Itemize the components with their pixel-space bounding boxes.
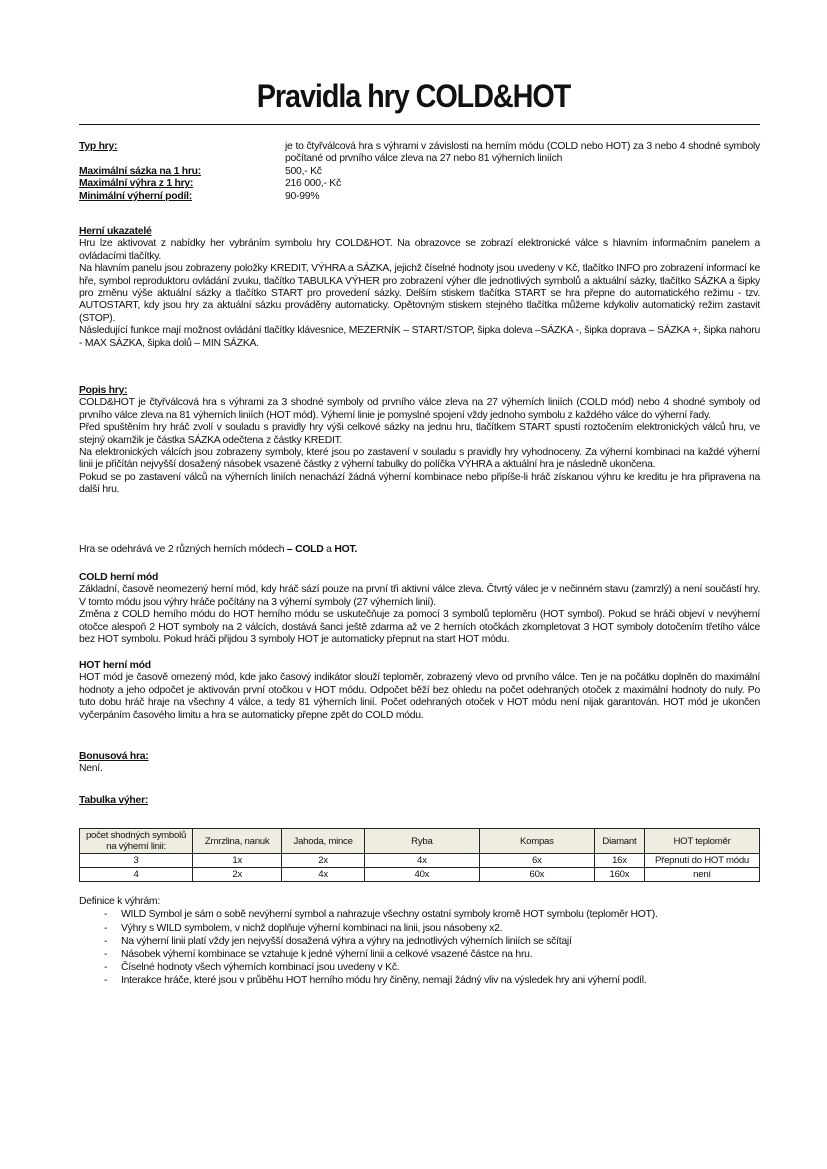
info-row [79, 141, 760, 166]
bullet: - [104, 922, 108, 934]
table-header-cell: Ryba [364, 829, 479, 854]
table-cell: 3 [80, 854, 193, 868]
table-cell: 160x [594, 868, 644, 882]
table-cell: 2x [282, 854, 364, 868]
section-definitions [79, 896, 760, 987]
info-row [79, 191, 760, 203]
table-header-row [80, 829, 760, 854]
paragraph: Není. [79, 763, 103, 775]
table-header-cell: HOT teploměr [645, 829, 760, 854]
paragraph: HOT mód je časově omezený mód, kde jako časový indikátor slouží teploměr, zobrazený vlevo od prvního válce. Ten je na počátku doplněn do maximální hodnoty a jeho odpočet je aktivován první otočkou v HOT módu. Odpočet běží bez ohledu na počet odehraných otoček z maximální hodnoty do nuly. Po tuto dobu hráč hraje na všechny 4 válce, a tedy 81 výherních linií. Počet odehraných otoček v HOT módu není nijak garantován. HOT mód je ukončen vyčerpáním časového limitu a hra se automaticky přepne zpět do COLD módu. [79, 672, 760, 721]
paragraph: Pokud se po zastavení válců na výherních liniích nenachází žádná výherní kombinace nebo připíše-li hráč získanou výhru ke kreditu je hra připravena na další hru. [79, 471, 760, 496]
table-cell: 2x [193, 868, 282, 882]
modes-intro-text: Hra se odehrává ve 2 různých herních módech [79, 544, 285, 555]
section-bonus [79, 751, 760, 776]
table-header-cell: Diamant [594, 829, 644, 854]
title-rule [79, 124, 760, 125]
list-item-text: Na výherní linii platí vždy jen nejvyšší dosažená výhra a výhry na jednotlivých výherních liniích se sčítají [121, 935, 572, 947]
table-cell: 16x [594, 854, 644, 868]
list-item-text: Interakce hráče, které jsou v průběhu HOT herního módu hry činěny, nemají žádný vliv na výsledek hry ani výherní podíl. [121, 974, 647, 986]
table-cell: 4x [364, 854, 479, 868]
bullet: - [104, 961, 108, 973]
table-cell: Přepnutí do HOT módu [645, 854, 760, 868]
list-item [79, 908, 760, 921]
definitions-list [79, 908, 760, 987]
info-block [79, 141, 760, 203]
section-heading: Herní ukazatelé [79, 226, 152, 237]
table-cell: 4 [80, 868, 193, 882]
section-heading: Tabulka výher: [79, 795, 149, 806]
section-ukazatele [79, 226, 760, 350]
section-popis [79, 385, 760, 497]
info-value: je to čtyřválcová hra s výhrami v závislosti na herním módu (COLD nebo HOT) za 3 nebo 4 shodné symboly počítané od prvního válce zleva na 27 nebo 81 výherních liniích [285, 141, 760, 165]
table-header-cell: počet shodných symbolů na výherní linii: [80, 829, 193, 854]
info-label: Minimální výherní podíl: [79, 190, 192, 202]
table-cell: 6x [479, 854, 594, 868]
info-label: Maximální sázka na 1 hru: [79, 165, 201, 177]
modes-intro [79, 544, 760, 556]
definitions-heading: Definice k výhrám: [79, 896, 160, 907]
bullet: - [104, 909, 108, 921]
payout-table [79, 828, 760, 882]
bullet: - [104, 974, 108, 986]
table-header-cell: Jahoda, mince [282, 829, 364, 854]
info-value: 500,- Kč [285, 165, 322, 177]
table-cell: 60x [479, 868, 594, 882]
table-row [80, 868, 760, 882]
section-hot [79, 660, 760, 722]
section-cold [79, 572, 760, 646]
list-item [79, 922, 760, 935]
paragraph: Na elektronických válcích jsou zobrazeny symboly, které jsou po zastavení v souladu s pravidly hry vyhodnoceny. Za výherní kombinaci na každé výherní linii je přičítán nejvyšší dosažený násobek vsazené částky z výherní tabulky do políčka VÝHRA a aktuální hra je následně ukončena. [79, 447, 760, 471]
list-item [79, 961, 760, 974]
table-cell: není [645, 868, 760, 882]
cold-label: COLD [295, 544, 324, 555]
table-header-cell: Zmrzlina, nanuk [193, 829, 282, 854]
section-table-heading [79, 795, 760, 807]
bullet: - [104, 935, 108, 947]
table-header-cell: Kompas [479, 829, 594, 854]
table-row [80, 854, 760, 868]
info-row [79, 166, 760, 178]
payout-table-wrap [79, 828, 760, 882]
list-item [79, 948, 760, 961]
list-item [79, 974, 760, 987]
info-value: 216 000,- Kč [285, 178, 341, 190]
page-title: Pravidla hry COLD&HOT [256, 78, 571, 114]
section-heading: Popis hry: [79, 385, 128, 396]
paragraph: Před spuštěním hry hráč zvolí v souladu s pravidly hry výši celkové sázky na jednu hru, tlačítkem START spustí roztočením elektronických válců hru, ve stejný okamžik je částka SÁZKA odečtena z částky KREDIT. [79, 422, 760, 446]
dash: – [284, 544, 296, 555]
paragraph: COLD&HOT je čtyřválcová hra s výhrami za 3 shodné symboly od prvního válce zleva na 27 výherních liniích (COLD mód) nebo 4 shodné symboly od prvního válce zleva na 81 výherních liniích (HOT mód). Výherní linie je pomyslné spojení vždy jednoho symbolu z každého válce do výherní řady. [79, 397, 760, 421]
and-text: a [323, 544, 335, 555]
list-item-text: WILD Symbol je sám o sobě nevýherní symbol a nahrazuje všechny ostatní symboly kromě HOT symbolu (teploměr HOT). [121, 909, 658, 921]
table-cell: 4x [282, 868, 364, 882]
paragraph: Na hlavním panelu jsou zobrazeny položky KREDIT, VÝHRA a SÁZKA, jejichž číselné hodnoty jsou uvedeny v Kč, tlačítko INFO pro zobrazení informací ke hře, symbol reproduktoru ovládání zvuku, tlačítko TABULKA VÝHER pro zobrazení výher dle jednotlivých symbolů a aktuální sázky, tlačítko SÁZKA a šipky pro změnu výše aktuální sázky a tlačítko START pro provedení sázky. Delším stiskem tlačítka START se hra přepne do automatického režimu - tzv. AUTOSTART, kdy jsou hry za aktuální sázku prováděny automaticky. Opětovným stiskem stejného tlačítka můžeme kdykoliv automatický režim zastavit (STOP). [79, 263, 760, 324]
section-heading: HOT herní mód [79, 660, 151, 671]
table-cell: 1x [193, 854, 282, 868]
paragraph: Hru lze aktivovat z nabídky her vybráním symbolu hry COLD&HOT. Na obrazovce se zobrazí elektronické válce s hlavním informačním panelem a ovládacími tlačítky. [79, 238, 760, 262]
table-cell: 40x [364, 868, 479, 882]
paragraph: Změna z COLD herního módu do HOT herního módu se uskutečňuje za pomocí 3 symbolů teploměru (HOT symbol). Pokud se hráči objeví v nevýherní otočce alespoň 2 HOT symboly na 2 válcích, dostává šanci ještě zdarma až ve 2 herních otočkách zkompletovat 3 HOT symboly dotočením třetího válce bez HOT symbolu. Pokud hráči přijdou 3 symboly HOT je automaticky přepnut na start HOT módu. [79, 609, 760, 646]
info-label: Typ hry: [79, 141, 118, 152]
bullet: - [104, 948, 108, 960]
list-item [79, 935, 760, 948]
paragraph: Základní, časově neomezený herní mód, kdy hráč sází pouze na první tři aktivní válce zleva. Čtvrtý válec je v nečinném stavu (zamrzlý) a není součástí hry. V tomto módu jsou výhry hráče počítány na 3 výherní symboly (27 výherních linií). [79, 584, 760, 608]
list-item-text: Násobek výherní kombinace se vztahuje k jedné výherní linii a celkové vsazené částce na hru. [121, 948, 533, 960]
list-item-text: Číselné hodnoty všech výherních kombinací jsou uvedeny v Kč. [121, 961, 400, 973]
info-value: 90-99% [285, 190, 320, 202]
info-row [79, 178, 760, 190]
section-heading: COLD herní mód [79, 572, 159, 583]
paragraph: Následující funkce mají možnost ovládání tlačítky klávesnice, MEZERNÍK – START/STOP, šipka doleva –SÁZKA -, šipka doprava – SÁZKA +, šipka nahoru - MAX SÁZKA, šipka dolů – MIN SÁZKA. [79, 325, 760, 349]
section-heading: Bonusová hra: [79, 751, 149, 762]
info-label: Maximální výhra z 1 hry: [79, 178, 194, 190]
hot-label: HOT. [334, 544, 357, 555]
list-item-text: Výhry s WILD symbolem, v nichž doplňuje výherní kombinaci na linii, jsou násobeny x2. [121, 922, 503, 934]
